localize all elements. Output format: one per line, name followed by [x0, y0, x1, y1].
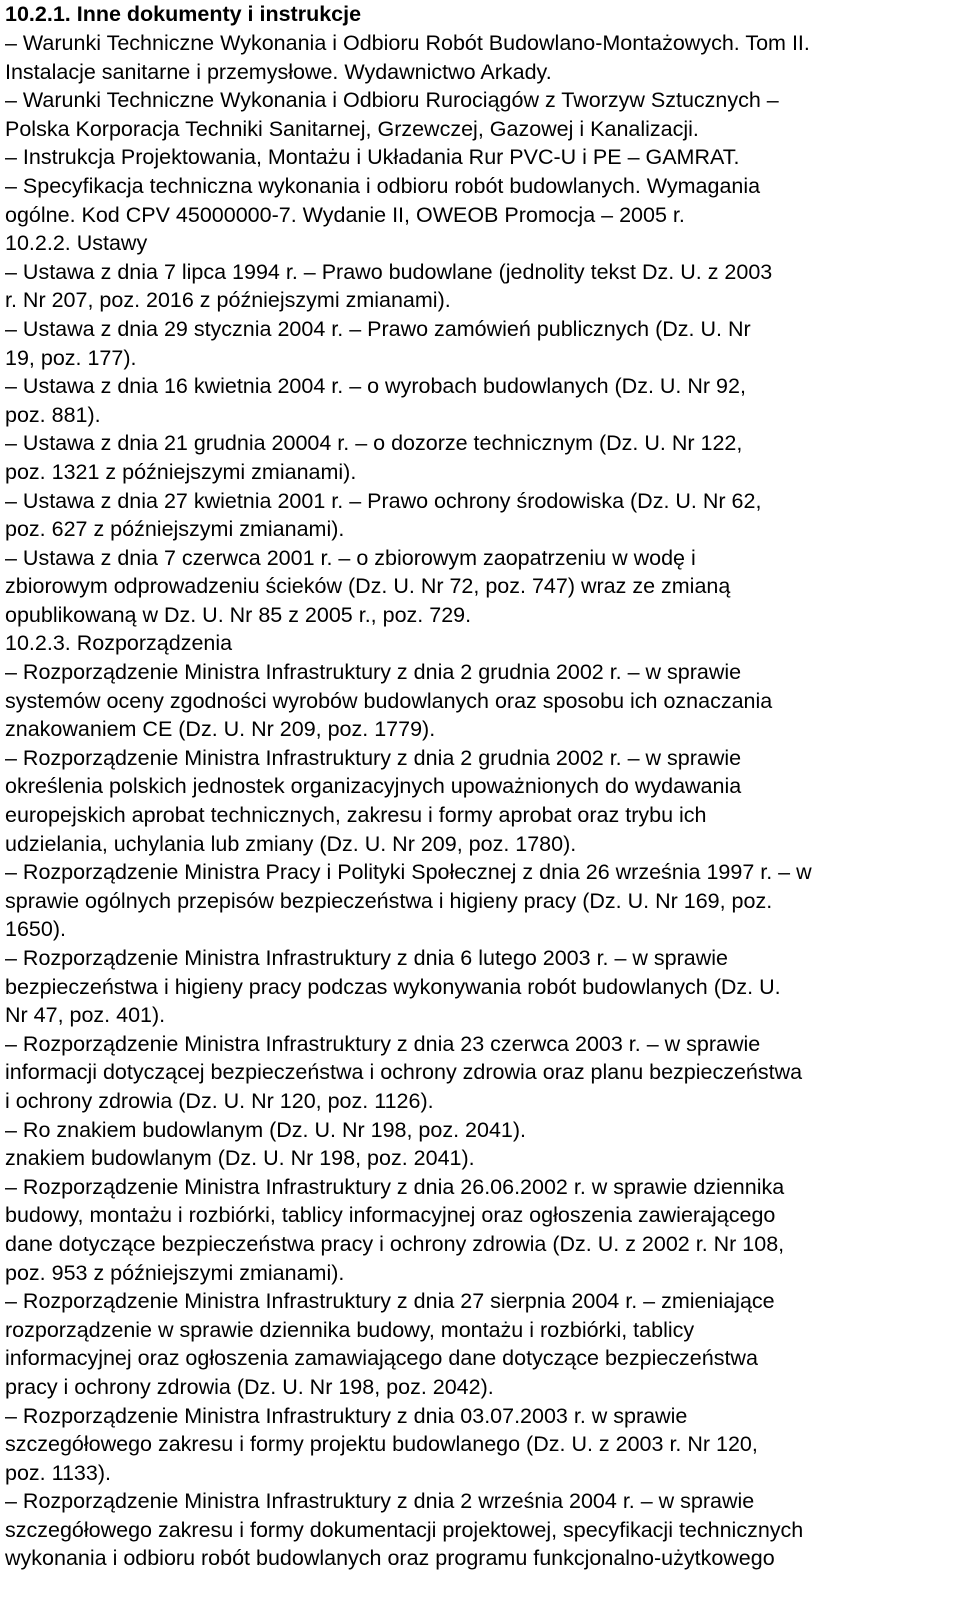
text-line: określenia polskich jednostek organizacyjnych upoważnionych do wydawania [5, 774, 742, 799]
text-line: – Rozporządzenie Ministra Infrastruktury z dnia 27 sierpnia 2004 r. – zmieniające [5, 1289, 775, 1314]
text-line: – Rozporządzenie Ministra Infrastruktury z dnia 26.06.2002 r. w sprawie dziennika [5, 1174, 785, 1199]
text-line: bezpieczeństwa i higieny pracy podczas wykonywania robót budowlanych (Dz. U. [5, 974, 781, 999]
text-line: – Specyfikacja techniczna wykonania i odbioru robót budowlanych. Wymagania [5, 173, 761, 198]
text-line: informacji dotyczącej bezpieczeństwa i ochrony zdrowia oraz planu bezpieczeństwa [5, 1060, 803, 1085]
text-line: i ochrony zdrowia (Dz. U. Nr 120, poz. 1126). [5, 1088, 434, 1113]
text-line: – Ustawa z dnia 27 kwietnia 2001 r. – Prawo ochrony środowiska (Dz. U. Nr 62, [5, 488, 762, 513]
text-line: wykonania i odbioru robót budowlanych oraz programu funkcjonalno-użytkowego [5, 1546, 775, 1571]
subsection-heading: 10.2.2. Ustawy [5, 231, 148, 256]
text-line: – Rozporządzenie Ministra Infrastruktury z dnia 03.07.2003 r. w sprawie [5, 1403, 688, 1428]
text-line: zbiorowym odprowadzeniu ścieków (Dz. U. Nr 72, poz. 747) wraz ze zmianą [5, 574, 731, 599]
text-line: udzielania, uchylania lub zmiany (Dz. U. Nr 209, poz. 1780). [5, 831, 577, 856]
text-line: 1650). [5, 917, 66, 942]
text-line: – Rozporządzenie Ministra Infrastruktury z dnia 2 września 2004 r. – w sprawie [5, 1489, 755, 1514]
text-line: opublikowaną w Dz. U. Nr 85 z 2005 r., poz. 729. [5, 602, 472, 627]
text-line: Instalacje sanitarne i przemysłowe. Wydawnictwo Arkady. [5, 59, 552, 84]
text-line: znakowaniem CE (Dz. U. Nr 209, poz. 1779). [5, 717, 436, 742]
text-line: poz. 1321 z późniejszymi zmianami). [5, 459, 357, 484]
text-line: – Warunki Techniczne Wykonania i Odbioru Robót Budowlano-Montażowych. Tom II. [5, 31, 810, 55]
text-line: informacyjnej oraz ogłoszenia zamawiającego dane dotyczące bezpieczeństwa [5, 1346, 758, 1371]
text-line: europejskich aprobat technicznych, zakresu i formy aprobat oraz trybu ich [5, 803, 707, 828]
text-line: poz. 1133). [5, 1460, 111, 1485]
document-page [5, 0, 955, 1573]
text-line: systemów oceny zgodności wyrobów budowlanych oraz sposobu ich oznaczania [5, 688, 773, 713]
subsection-heading: 10.2.3. Rozporządzenia [5, 631, 233, 656]
text-line: – Rozporządzenie Ministra Infrastruktury z dnia 6 lutego 2003 r. – w sprawie [5, 946, 729, 970]
text-line: budowy, montażu i rozbiórki, tablicy informacyjnej oraz ogłoszenia zawierającego [5, 1203, 776, 1228]
text-line: sprawie ogólnych przepisów bezpieczeństwa i higieny pracy (Dz. U. Nr 169, poz. [5, 888, 773, 913]
text-line: rozporządzenie w sprawie dziennika budowy, montażu i rozbiórki, tablicy [5, 1317, 695, 1342]
text-line: – Rozporządzenie Ministra Pracy i Polityki Społecznej z dnia 26 września 1997 r. – w [5, 860, 812, 885]
text-line: – Rozporządzenie Ministra Infrastruktury z dnia 23 czerwca 2003 r. – w sprawie [5, 1031, 761, 1056]
text-line: – Ustawa z dnia 16 kwietnia 2004 r. – o wyrobach budowlanych (Dz. U. Nr 92, [5, 374, 746, 399]
text-line: – Instrukcja Projektowania, Montażu i Układania Rur PVC-U i PE – GAMRAT. [5, 145, 740, 170]
text-line: – Rozporządzenie Ministra Infrastruktury z dnia 2 grudnia 2002 r. – w sprawie [5, 745, 742, 770]
text-line: – Ustawa z dnia 7 lipca 1994 r. – Prawo budowlane (jednolity tekst Dz. U. z 2003 [5, 259, 773, 284]
text-line: szczegółowego zakresu i formy projektu budowlanego (Dz. U. z 2003 r. Nr 120, [5, 1432, 758, 1457]
text-line: Polska Korporacja Techniki Sanitarnej, Grzewczej, Gazowej i Kanalizacji. [5, 116, 699, 141]
text-line: – Ustawa z dnia 21 grudnia 20004 r. – o dozorze technicznym (Dz. U. Nr 122, [5, 431, 743, 456]
text-line: poz. 953 z późniejszymi zmianami). [5, 1260, 345, 1285]
section-heading: 10.2.1. Inne dokumenty i instrukcje [5, 2, 362, 26]
text-line: ogólne. Kod CPV 45000000-7. Wydanie II, OWEOB Promocja – 2005 r. [5, 202, 685, 227]
text-line: znakiem budowlanym (Dz. U. Nr 198, poz. 2041). [5, 1146, 475, 1171]
text-line: – Ro znakiem budowlanym (Dz. U. Nr 198, poz. 2041). [5, 1117, 527, 1142]
text-line: – Rozporządzenie Ministra Infrastruktury z dnia 2 grudnia 2002 r. – w sprawie [5, 660, 742, 685]
text-line: – Warunki Techniczne Wykonania i Odbioru Rurociągów z Tworzyw Sztucznych – [5, 88, 779, 113]
text-line: dane dotyczące bezpieczeństwa pracy i ochrony zdrowia (Dz. U. z 2002 r. Nr 108, [5, 1231, 785, 1256]
text-line: Nr 47, poz. 401). [5, 1003, 166, 1028]
text-line: – Ustawa z dnia 29 stycznia 2004 r. – Prawo zamówień publicznych (Dz. U. Nr [5, 316, 751, 341]
text-line: r. Nr 207, poz. 2016 z późniejszymi zmianami). [5, 288, 451, 313]
text-line: poz. 881). [5, 402, 101, 427]
text-line: pracy i ochrony zdrowia (Dz. U. Nr 198, poz. 2042). [5, 1374, 494, 1399]
text-line: 19, poz. 177). [5, 345, 137, 370]
text-line: – Ustawa z dnia 7 czerwca 2001 r. – o zbiorowym zaopatrzeniu w wodę i [5, 545, 696, 570]
text-line: szczegółowego zakresu i formy dokumentacji projektowej, specyfikacji technicznych [5, 1517, 804, 1542]
text-line: poz. 627 z późniejszymi zmianami). [5, 517, 345, 542]
